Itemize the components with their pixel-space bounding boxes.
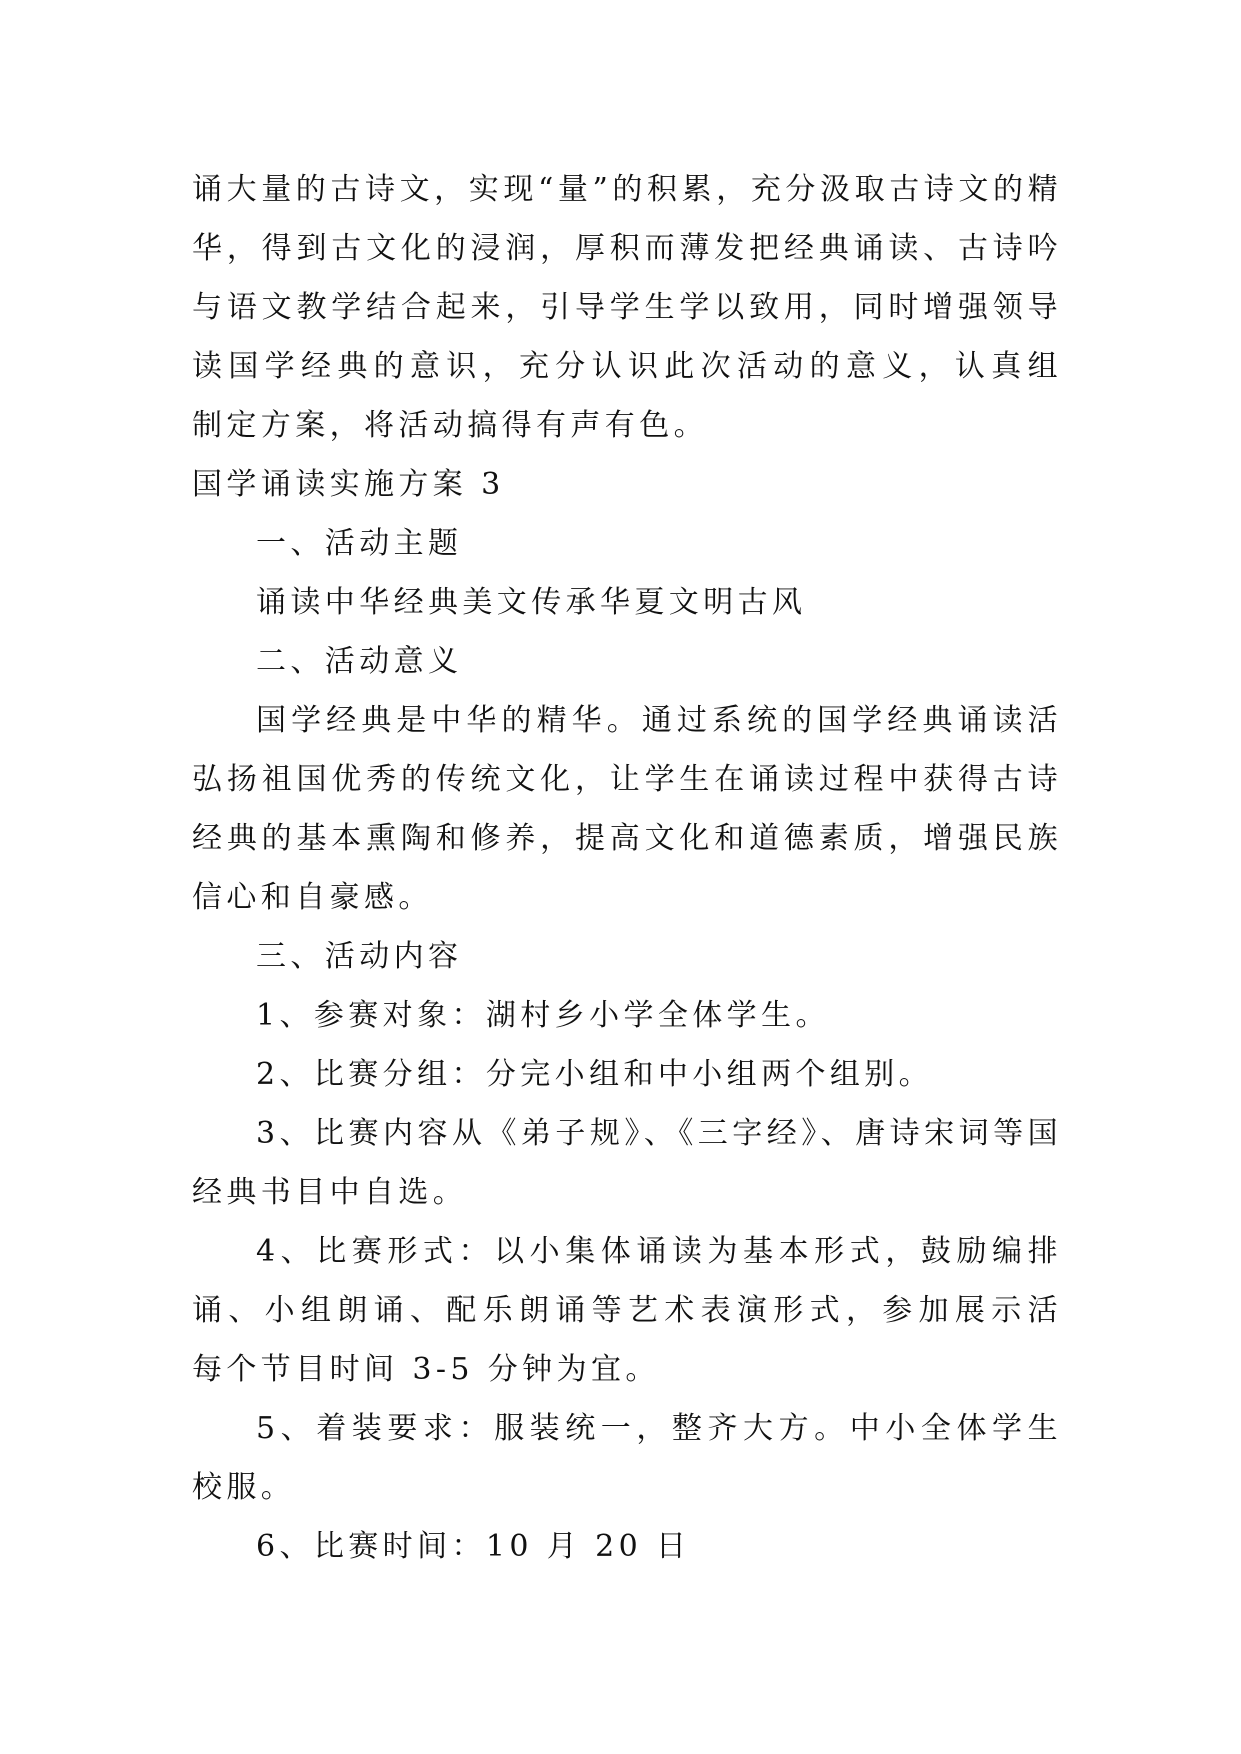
- paragraph-line: 校服。: [192, 1470, 296, 1505]
- paragraph-line: 国学经典是中华的精华。通过系统的国学经典诵读活: [256, 703, 1062, 738]
- list-item: 4、比赛形式：以小集体诵读为基本形式，鼓励编排: [256, 1234, 1062, 1269]
- paragraph-line: 经典书目中自选。: [192, 1175, 468, 1210]
- paragraph-line: 信心和自豪感。: [192, 880, 433, 915]
- list-item: 5、着装要求：服装统一，整齐大方。中小全体学生: [256, 1411, 1062, 1446]
- list-item: 6、比赛时间：10 月 20 日: [256, 1529, 691, 1564]
- heading-activity-meaning: 二、活动意义: [256, 644, 463, 679]
- heading-activity-theme: 一、活动主题: [256, 526, 463, 561]
- paragraph-line: 弘扬祖国优秀的传统文化，让学生在诵读过程中获得古诗: [192, 762, 1062, 797]
- paragraph-line: 每个节目时间 3-5 分钟为宜。: [192, 1352, 660, 1387]
- paragraph-line: 经典的基本熏陶和修养，提高文化和道德素质，增强民族: [192, 821, 1062, 856]
- paragraph-line: 华，得到古文化的浸润，厚积而薄发把经典诵读、古诗吟: [192, 231, 1062, 266]
- list-item: 1、参赛对象：湖村乡小学全体学生。: [256, 998, 830, 1033]
- document-body: [192, 160, 1062, 1576]
- paragraph-line: 制定方案，将活动搞得有声有色。: [192, 408, 708, 443]
- heading-activity-content: 三、活动内容: [256, 939, 463, 974]
- paragraph-line: 诵大量的古诗文，实现“量”的积累，充分汲取古诗文的精: [192, 172, 1062, 207]
- paragraph-line: 读国学经典的意识，充分认识此次活动的意义，认真组: [192, 349, 1062, 384]
- paragraph-line: 诵、小组朗诵、配乐朗诵等艺术表演形式，参加展示活: [192, 1293, 1062, 1328]
- list-item: 3、比赛内容从《弟子规》、《三字经》、唐诗宋词等国: [256, 1116, 1062, 1151]
- list-item: 2、比赛分组：分完小组和中小组两个组别。: [256, 1057, 934, 1092]
- section-title: 国学诵读实施方案 3: [192, 467, 505, 502]
- paragraph-line: 诵读中华经典美文传承华夏文明古风: [256, 585, 807, 620]
- paragraph-line: 与语文教学结合起来，引导学生学以致用，同时增强领导: [192, 290, 1062, 325]
